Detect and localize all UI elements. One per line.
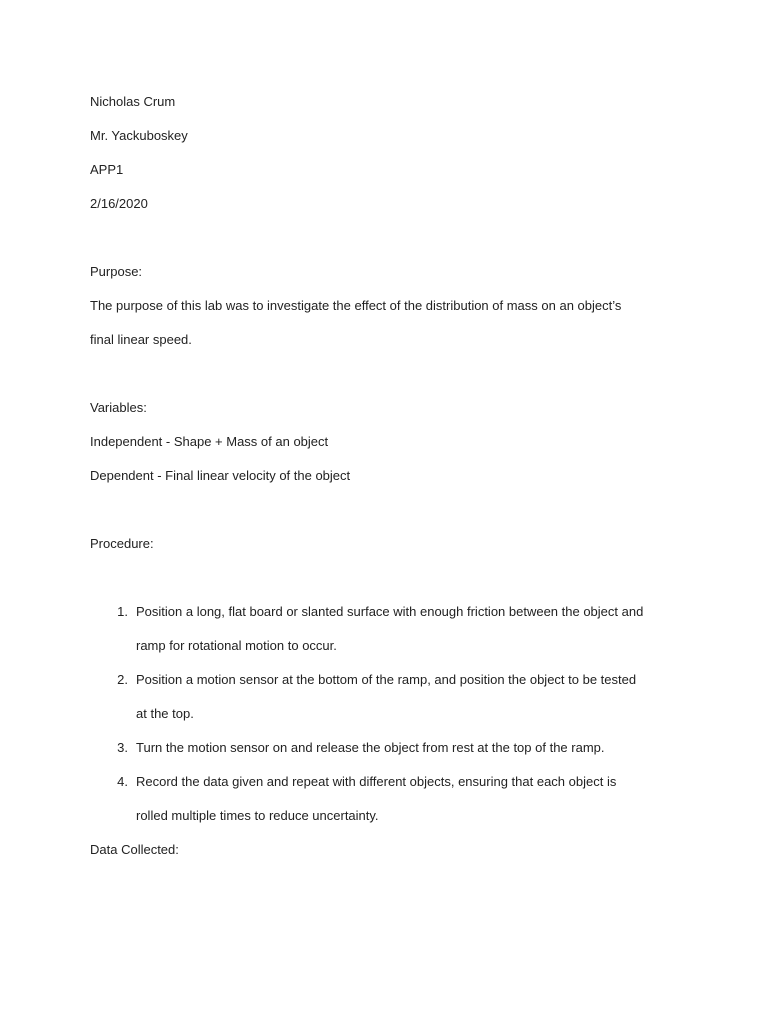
student-name: Nicholas Crum <box>90 94 176 109</box>
step-number: 2. <box>117 672 128 687</box>
step-text-line: ramp for rotational motion to occur. <box>136 638 337 653</box>
data-collected-heading: Data Collected: <box>90 842 179 857</box>
step-text-line: rolled multiple times to reduce uncertainty. <box>136 808 379 823</box>
procedure-heading: Procedure: <box>90 536 154 551</box>
purpose-text-line: The purpose of this lab was to investigate the effect of the distribution of mass on an object’s <box>90 298 622 313</box>
class-name: APP1 <box>90 162 124 177</box>
step-number: 3. <box>117 740 128 755</box>
purpose-heading: Purpose: <box>90 264 143 279</box>
step-text-line: at the top. <box>136 706 194 721</box>
step-text-line: Position a long, flat board or slanted surface with enough friction between the object and <box>136 604 644 619</box>
step-number: 1. <box>117 604 128 619</box>
step-number: 4. <box>117 774 128 789</box>
step-text-line: Record the data given and repeat with different objects, ensuring that each object is <box>136 774 617 789</box>
independent-variable: Independent - Shape + Mass of an object <box>90 434 329 449</box>
step-text-line: Turn the motion sensor on and release the object from rest at the top of the ramp. <box>136 740 605 755</box>
dependent-variable: Dependent - Final linear velocity of the object <box>90 468 351 483</box>
purpose-text-line: final linear speed. <box>90 332 192 347</box>
document-date: 2/16/2020 <box>90 196 148 211</box>
step-text-line: Position a motion sensor at the bottom of the ramp, and position the object to be tested <box>136 672 637 687</box>
teacher-name: Mr. Yackuboskey <box>90 128 188 143</box>
variables-heading: Variables: <box>90 400 147 415</box>
